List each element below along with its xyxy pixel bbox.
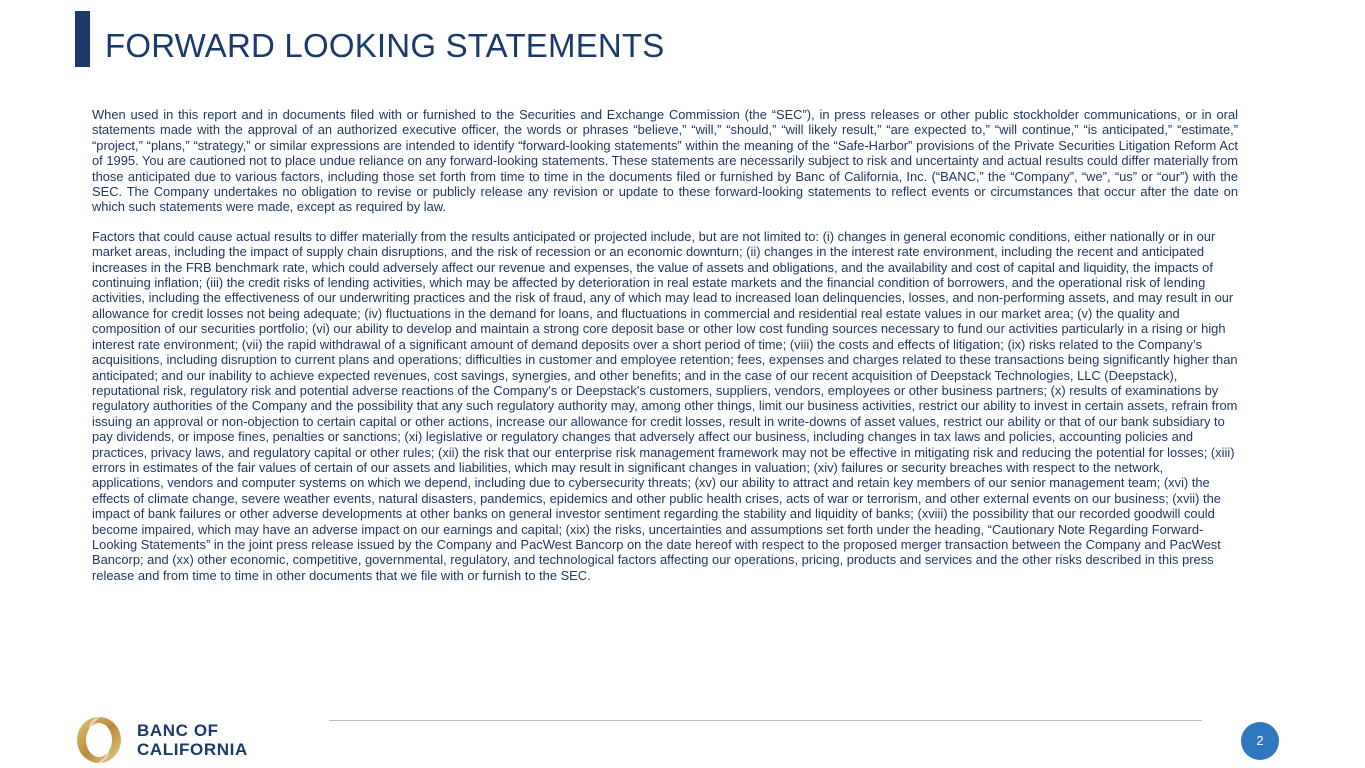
- brand-wordmark: [137, 721, 248, 759]
- body-text: [92, 107, 1238, 583]
- footer-divider: [329, 720, 1202, 721]
- page-title: FORWARD LOOKING STATEMENTS: [105, 27, 665, 64]
- title-accent-bar: [75, 11, 90, 67]
- brand-line-1: BANC OF: [137, 721, 219, 740]
- paragraph-intro: When used in this report and in documents filed with or furnished to the Securities and Exchange Commission (the “SEC”), in press releases or other public stockholder communications, or in oral statements made with the approval of an authorized executive officer, the words or phrases “believe,” “will,” “should,” “will likely result,” “are expected to,” “will continue,” “is anticipated,” “estimate,” “project,” “plans,” “strategy,” or similar expressions are intended to identify “forward-looking statements” within the meaning of the “Safe-Harbor” provisions of the Private Securities Litigation Reform Act of 1995. You are cautioned not to place undue reliance on any forward-looking statements. These statements are necessarily subject to risk and uncertainty and actual results could differ materially from those anticipated due to various factors, including those set forth from time to time in the documents filed or furnished by Banc of California, Inc. (“BANC,” the “Company”, “we”, “us” or “our”) with the SEC. The Company undertakes no obligation to revise or publicly release any revision or update to these forward-looking statements to reflect events or circumstances that occur after the date on which such statements were made, except as required by law.: [92, 107, 1238, 215]
- paragraph-factors: Factors that could cause actual results to differ materially from the results anticipated or projected include, but are not limited to: (i) changes in general economic conditions, either nationally or in our market areas, including the impact of supply chain disruptions, and the risk of recession or an economic downturn; (ii) changes in the interest rate environment, including the recent and anticipated increases in the FRB benchmark rate, which could adversely affect our revenue and expenses, the value of assets and obligations, and the availability and cost of capital and liquidity, the impacts of continuing inflation; (iii) the credit risks of lending activities, which may be affected by deterioration in real estate markets and the financial condition of borrowers, and the operational risk of lending activities, including the effectiveness of our underwriting practices and the risk of fraud, any of which may lead to increased loan delinquencies, losses, and non-performing assets, and may result in our allowance for credit losses not being adequate; (iv) fluctuations in the demand for loans, and fluctuations in commercial and residential real estate values in our market area; (v) the quality and composition of our securities portfolio; (vi) our ability to develop and maintain a strong core deposit base or other low cost funding sources necessary to fund our activities particularly in a rising or high interest rate environment; (vii) the rapid withdrawal of a significant amount of demand deposits over a short period of time; (viii) the costs and effects of litigation; (ix) risks related to the Company’s acquisitions, including disruption to current plans and operations; difficulties in customer and employee retention; fees, expenses and charges related to these transactions being significantly higher than anticipated; and our inability to achieve expected revenues, cost savings, synergies, and other benefits; and in the case of our recent acquisition of Deepstack Technologies, LLC (Deepstack), reputational risk, regulatory risk and potential adverse reactions of the Company's or Deepstack's customers, suppliers, vendors, employees or other business partners; (x) results of examinations by regulatory authorities of the Company and the possibility that any such regulatory authority may, among other things, limit our business activities, restrict our ability to invest in certain assets, refrain from issuing an approval or non-objection to certain capital or other actions, increase our allowance for credit losses, result in write-downs of asset values, restrict our ability or that of our bank subsidiary to pay dividends, or impose fines, penalties or sanctions; (xi) legislative or regulatory changes that adversely affect our business, including changes in tax laws and policies, accounting policies and practices, privacy laws, and regulatory capital or other rules; (xii) the risk that our enterprise risk management framework may not be effective in mitigating risk and reducing the potential for losses; (xiii) errors in estimates of the fair values of certain of our assets and liabilities, which may result in significant changes in valuation; (xiv) failures or security breaches with respect to the network, applications, vendors and computer systems on which we depend, including due to cybersecurity threats; (xv) our ability to attract and retain key members of our senior management team; (xvi) the effects of climate change, severe weather events, natural disasters, pandemics, epidemics and other public health crises, acts of war or terrorism, and other external events on our business; (xvii) the impact of bank failures or other adverse developments at other banks on general investor sentiment regarding the stability and liquidity of banks; (xviii) the possibility that our recorded goodwill could become impaired, which may have an adverse impact on our earnings and capital; (xix) the risks, uncertainties and assumptions set forth under the heading, “Cautionary Note Regarding Forward-Looking Statements” in the joint press release issued by the Company and PacWest Bancorp on the date hereof with respect to the proposed merger transaction between the Company and PacWest Bancorp; and (xx) other economic, competitive, governmental, regulatory, and technological factors affecting our operations, pricing, products and services and the other risks described in this press release and from time to time in other documents that we file with or furnish to the SEC.: [92, 228, 1238, 583]
- brand-line-2: CALIFORNIA: [137, 740, 248, 759]
- page-number-badge: 2: [1241, 722, 1279, 760]
- gold-ring-logo-icon: [73, 714, 125, 766]
